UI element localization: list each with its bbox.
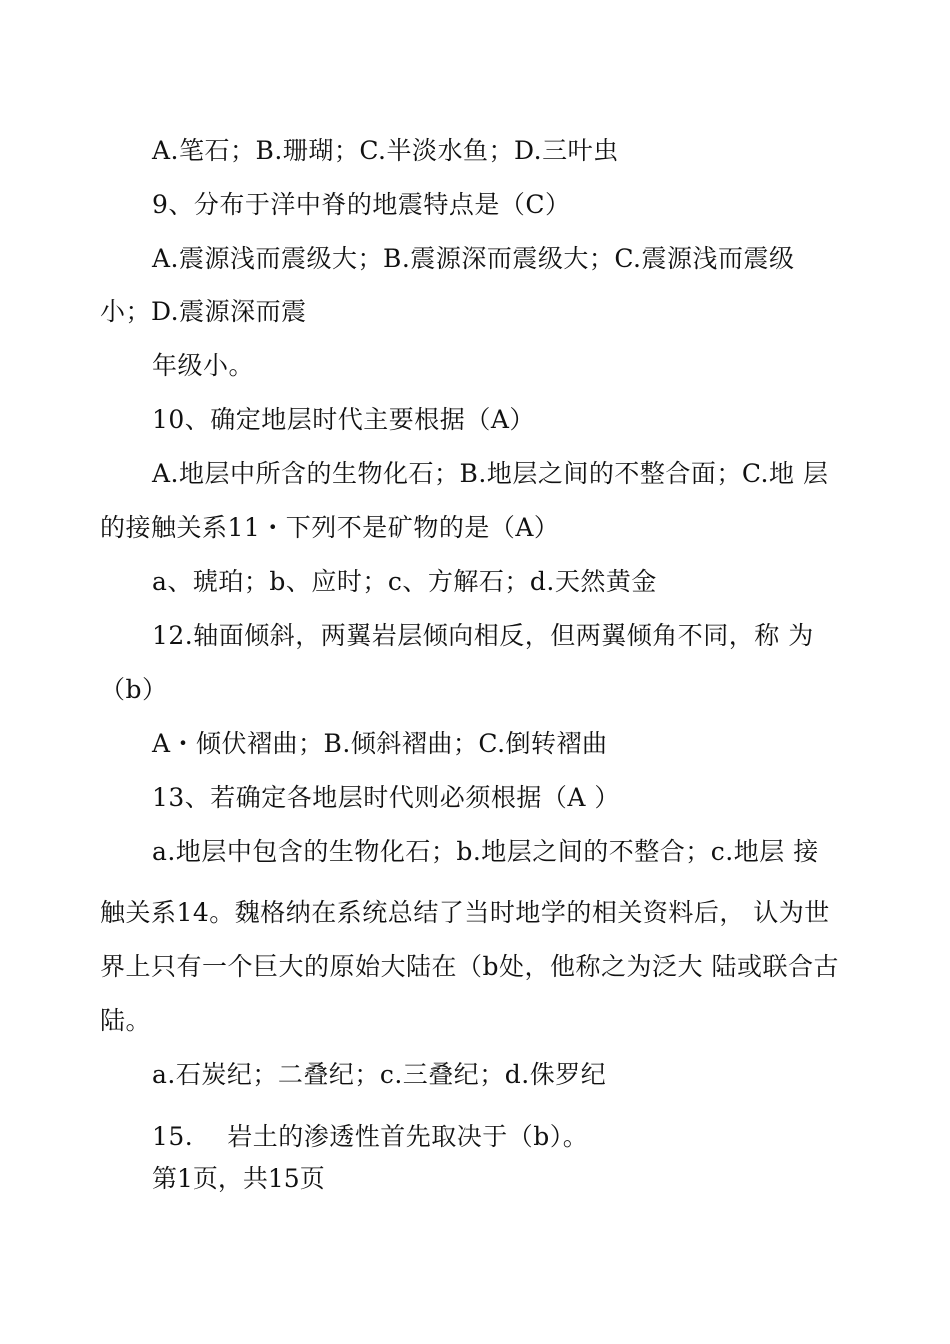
question-9-options: A.震源浅而震级大；B.震源深而震级大；C.震源浅而震级 — [152, 244, 795, 273]
question-9: 9、分布于洋中脊的地震特点是（C） — [152, 190, 571, 219]
question-15: 15. 岩土的渗透性首先取决于（b）。 — [152, 1122, 589, 1151]
question-12-answer: （b） — [100, 675, 168, 704]
question-13-options: a.地层中包含的生物化石；b.地层之间的不整合；c.地层 接 — [152, 837, 819, 866]
question-11-options: a、琥珀；b、应时；c、方解石；d.天然黄金 — [152, 567, 657, 596]
question-9-options-cont-2: 年级小。 — [152, 351, 255, 380]
question-14-options: a.石炭纪；二叠纪；c.三叠纪；d.侏罗纪 — [152, 1060, 607, 1089]
question-14-line-1: 触关系14。魏格纳在系统总结了当时地学的相关资料后， 认为世 — [100, 898, 830, 927]
text-line-1: A.笔石；B.珊瑚；C.半淡水鱼；D.三叶虫 — [152, 136, 619, 165]
page-footer: 第1页，共15页 — [152, 1164, 325, 1193]
question-10-options: A.地层中所含的生物化石；B.地层之间的不整合面；C.地 层 — [152, 459, 829, 488]
question-11: 的接触关系11・下列不是矿物的是（A） — [100, 513, 560, 542]
question-12: 12.轴面倾斜，两翼岩层倾向相反，但两翼倾角不同，称 为 — [152, 621, 814, 650]
question-9-options-cont: 小；D.震源深而震 — [100, 297, 307, 326]
question-12-options: A・倾伏褶曲；B.倾斜褶曲；C.倒转褶曲 — [152, 729, 608, 758]
question-14-line-3: 陆。 — [100, 1006, 152, 1035]
question-14-line-2: 界上只有一个巨大的原始大陆在（b处，他称之为泛大 陆或联合古 — [100, 952, 839, 981]
question-13: 13、若确定各地层时代则必须根据（A ） — [152, 783, 620, 812]
question-10: 10、确定地层时代主要根据（A） — [152, 405, 535, 434]
